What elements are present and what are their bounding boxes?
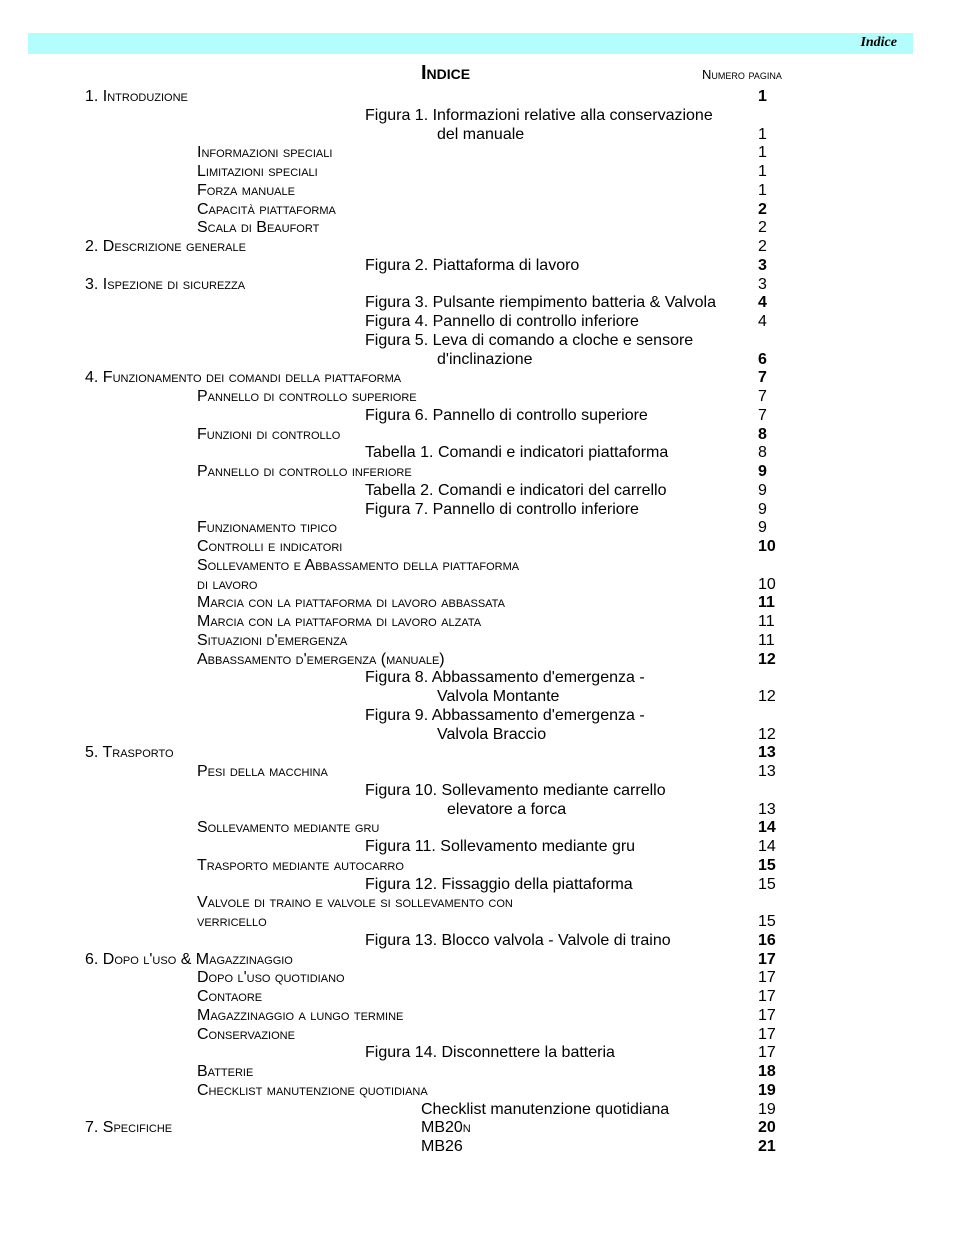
toc-entry-title: 3. Ispezione di sicurezza: [85, 275, 246, 293]
toc-page-number: 18: [758, 1063, 776, 1080]
toc-entry[interactable]: [0, 1026, 954, 1045]
toc-entry-title: di lavoro: [197, 575, 258, 593]
toc-entry[interactable]: [0, 819, 954, 838]
toc-entry[interactable]: [0, 707, 954, 726]
toc-page-number: 14: [758, 838, 776, 855]
toc-entry-title: Tabella 1. Comandi e indicatori piattaforma: [365, 444, 669, 462]
toc-page-number: 9: [758, 463, 767, 480]
toc-page-number: 17: [758, 1025, 776, 1043]
toc-entry[interactable]: [0, 538, 954, 557]
toc-entry-title: Figura 14. Disconnettere la batteria: [365, 1044, 615, 1062]
toc-entry[interactable]: [0, 407, 954, 426]
toc-entry[interactable]: [0, 332, 954, 351]
toc-entry[interactable]: [0, 557, 954, 576]
toc-entry[interactable]: [0, 1063, 954, 1082]
toc-page-number: 20: [758, 1119, 776, 1137]
toc-entry[interactable]: [0, 782, 954, 801]
toc-page-number: 7: [758, 369, 767, 387]
toc-page-number: 2: [758, 219, 767, 237]
toc-page-number: 1: [758, 144, 767, 162]
toc-page-number: 7: [758, 388, 767, 405]
toc-page-number: 17: [758, 1006, 776, 1024]
toc-entry[interactable]: [0, 276, 954, 295]
toc-entry-title: Marcia con la piattaforma di lavoro abbassata: [197, 594, 505, 612]
toc-entry[interactable]: [0, 932, 954, 951]
toc-entry[interactable]: [0, 182, 954, 201]
toc-entry[interactable]: [0, 257, 954, 276]
toc-entry[interactable]: [0, 144, 954, 163]
toc-page-number: 17: [758, 969, 776, 987]
toc-entry[interactable]: [0, 519, 954, 538]
toc-entry-title: d'inclinazione: [437, 350, 533, 368]
toc-page-number: 3: [758, 275, 767, 293]
toc-page-number: 17: [758, 988, 776, 1005]
toc-entry-title: Dopo l'uso quotidiano: [197, 969, 345, 987]
toc-page-number: 12: [758, 650, 776, 668]
toc-entry-title: Tabella 2. Comandi e indicatori del carrello: [365, 481, 667, 499]
toc-entry-title: Abbassamento d'emergenza (manuale): [197, 650, 445, 668]
toc-page-number: 11: [758, 594, 775, 612]
toc-entry[interactable]: [0, 126, 954, 145]
toc-entry-title: Scala di Beaufort: [197, 219, 320, 237]
toc-entry-title: Pannello di controllo superiore: [197, 388, 417, 405]
toc-entry-title: Figura 11. Sollevamento mediante gru: [365, 838, 636, 855]
toc-page-number: 11: [758, 613, 775, 630]
toc-page-number: 14: [758, 819, 776, 837]
toc-page-number: 15: [758, 913, 776, 930]
toc-entry[interactable]: [0, 969, 954, 988]
toc-entry-title: Sollevamento e Abbassamento della piattaforma: [197, 556, 520, 574]
toc-entry-title: Trasporto mediante autocarro: [197, 856, 404, 874]
toc-entry[interactable]: [0, 576, 954, 595]
toc-page-number: 12: [758, 725, 776, 743]
toc-entry[interactable]: [0, 219, 954, 238]
toc-entry[interactable]: [0, 988, 954, 1007]
toc-entry-title: Figura 3. Pulsante riempimento batteria & Valvola: [365, 294, 716, 312]
toc-entry[interactable]: [0, 613, 954, 632]
toc-entry[interactable]: [0, 388, 954, 407]
toc-entry-title: Figura 5. Leva di comando a cloche e sensore: [365, 331, 694, 349]
toc-entry-title: Situazioni d'emergenza: [197, 631, 348, 649]
toc-entry-title: Informazioni speciali: [197, 144, 333, 162]
toc-page-number: 11: [758, 631, 775, 649]
toc-entry-title: Contaore: [197, 988, 263, 1005]
toc-page-number: 15: [758, 875, 776, 893]
toc-entry-title: Figura 6. Pannello di controllo superiore: [365, 406, 648, 424]
toc-page-number: 8: [758, 425, 767, 443]
toc-page-number: 12: [758, 688, 776, 705]
toc-page-number: 9: [758, 481, 767, 499]
toc-entry-title: verricello: [197, 913, 267, 930]
toc-entry-title: Figura 2. Piattaforma di lavoro: [365, 256, 580, 274]
toc-entry-title: Figura 10. Sollevamento mediante carrello: [365, 781, 666, 799]
toc-entry[interactable]: [0, 1101, 954, 1120]
toc-entry[interactable]: [0, 763, 954, 782]
toc-entry-title: Conservazione: [197, 1025, 295, 1043]
toc-entry[interactable]: [0, 594, 954, 613]
toc-entry-model: MB20n: [421, 1119, 471, 1137]
toc-entry-title: 4. Funzionamento dei comandi della piattaforma: [85, 369, 402, 387]
toc-entry-title: Figura 12. Fissaggio della piattaforma: [365, 875, 633, 893]
toc-entry[interactable]: [0, 1119, 954, 1138]
toc-entry[interactable]: [0, 463, 954, 482]
toc-entry-title: Figura 8. Abbassamento d'emergenza -: [365, 669, 645, 687]
toc-entry[interactable]: [0, 838, 954, 857]
toc-entry-title: Figura 7. Pannello di controllo inferiore: [365, 500, 639, 518]
toc-entry[interactable]: [0, 894, 954, 913]
toc-entry[interactable]: [0, 313, 954, 332]
toc-entry-title: 5. Trasporto: [85, 744, 174, 762]
toc-page-number: 9: [758, 500, 767, 518]
toc-entry-title: Figura 1. Informazioni relative alla conservazione: [365, 106, 713, 124]
toc-page-number: 13: [758, 763, 776, 780]
toc-page-number: 15: [758, 856, 776, 874]
toc-entry-title: 7. Specifiche: [85, 1119, 173, 1137]
toc-entry[interactable]: [0, 726, 954, 745]
toc-page-number: 6: [758, 350, 767, 368]
toc-entry-title: Magazzinaggio a lungo termine: [197, 1006, 404, 1024]
toc-entry[interactable]: [0, 482, 954, 501]
toc-entry-title: Marcia con la piattaforma di lavoro alzata: [197, 613, 482, 630]
toc-page-number: 4: [758, 294, 767, 312]
running-header-title: Indice: [860, 35, 897, 50]
toc-page-number: 21: [758, 1138, 776, 1155]
toc-entry-title: Pesi della macchina: [197, 763, 328, 780]
toc-page-number: 10: [758, 538, 776, 555]
toc-page-number: 2: [758, 200, 767, 218]
toc-entry[interactable]: [0, 913, 954, 932]
toc-entry[interactable]: [0, 107, 954, 126]
toc-entry[interactable]: [0, 1138, 954, 1157]
toc-entry-title: Sollevamento mediante gru: [197, 819, 380, 837]
toc-entry-title: Valvola Braccio: [437, 725, 547, 743]
toc-entry-title: Funzioni di controllo: [197, 425, 341, 443]
toc-entry[interactable]: [0, 351, 954, 370]
toc-entry[interactable]: [0, 163, 954, 182]
toc-entry[interactable]: [0, 369, 954, 388]
toc-entry[interactable]: [0, 201, 954, 220]
toc-entry-title: Checklist manutenzione quotidiana: [197, 1081, 428, 1099]
toc-entry-title: Limitazioni speciali: [197, 163, 318, 180]
running-header-bar: [28, 33, 913, 54]
toc-entry[interactable]: [0, 876, 954, 895]
toc-entry-title: Batterie: [197, 1063, 254, 1080]
toc-entry-title: Valvole di traino e valvole si sollevamento con: [197, 894, 513, 912]
toc-entry-title: del manuale: [437, 125, 525, 143]
toc-entry-title: 1. Introduzione: [85, 88, 188, 105]
page-title: Indice: [421, 62, 471, 84]
toc-entry-title: Figura 13. Blocco valvola - Valvole di traino: [365, 931, 671, 949]
toc-entry[interactable]: [0, 688, 954, 707]
toc-entry[interactable]: [0, 444, 954, 463]
toc-entry-title: Funzionamento tipico: [197, 519, 337, 537]
toc-entry-title: 2. Descrizione generale: [85, 238, 246, 255]
toc-entry-title: Checklist manutenzione quotidiana: [421, 1100, 670, 1118]
toc-entry[interactable]: [0, 88, 954, 107]
table-of-contents: [0, 88, 954, 1157]
toc-page-number: 4: [758, 313, 767, 330]
toc-entry[interactable]: [0, 651, 954, 670]
toc-page-number: 16: [758, 931, 776, 949]
toc-entry[interactable]: [0, 951, 954, 970]
toc-entry[interactable]: [0, 632, 954, 651]
toc-entry[interactable]: [0, 501, 954, 520]
toc-page-number: 13: [758, 744, 776, 762]
toc-entry[interactable]: [0, 238, 954, 257]
toc-page-number: 19: [758, 1081, 776, 1099]
toc-page-number: 17: [758, 1044, 776, 1062]
toc-entry-title: Forza manuale: [197, 181, 295, 199]
toc-entry-title: Figura 4. Pannello di controllo inferiore: [365, 313, 639, 330]
toc-entry[interactable]: [0, 1044, 954, 1063]
toc-page-number: 1: [758, 125, 767, 143]
toc-entry[interactable]: [0, 294, 954, 313]
toc-page-number: 8: [758, 444, 767, 462]
toc-page-number: 19: [758, 1100, 776, 1118]
toc-entry-title: Figura 9. Abbassamento d'emergenza -: [365, 706, 645, 724]
toc-entry[interactable]: [0, 1007, 954, 1026]
toc-entry-title: Pannello di controllo inferiore: [197, 463, 412, 480]
toc-page-number: 1: [758, 163, 767, 180]
toc-entry-title: Controlli e indicatori: [197, 538, 343, 555]
toc-entry[interactable]: [0, 744, 954, 763]
toc-page-number: 7: [758, 406, 767, 424]
toc-page-number: 3: [758, 256, 767, 274]
toc-entry[interactable]: [0, 669, 954, 688]
toc-page-number: 1: [758, 88, 767, 105]
toc-entry[interactable]: [0, 1082, 954, 1101]
toc-page-number: 13: [758, 800, 776, 818]
toc-entry-title: 6. Dopo l'uso & Magazzinaggio: [85, 950, 293, 968]
toc-page-number: 1: [758, 181, 767, 199]
toc-entry-title: Valvola Montante: [437, 688, 560, 705]
toc-entry-model: MB26: [421, 1138, 463, 1155]
page-number-column-header: Numero pagina: [702, 67, 782, 82]
toc-page-number: 2: [758, 238, 767, 255]
toc-page-number: 10: [758, 575, 776, 593]
toc-entry-title: Capacità piattaforma: [197, 200, 336, 218]
toc-entry[interactable]: [0, 801, 954, 820]
toc-entry[interactable]: [0, 857, 954, 876]
toc-page-number: 17: [758, 950, 776, 968]
toc-page-number: 9: [758, 519, 767, 537]
toc-entry[interactable]: [0, 426, 954, 445]
toc-entry-title: elevatore a forca: [447, 800, 567, 818]
